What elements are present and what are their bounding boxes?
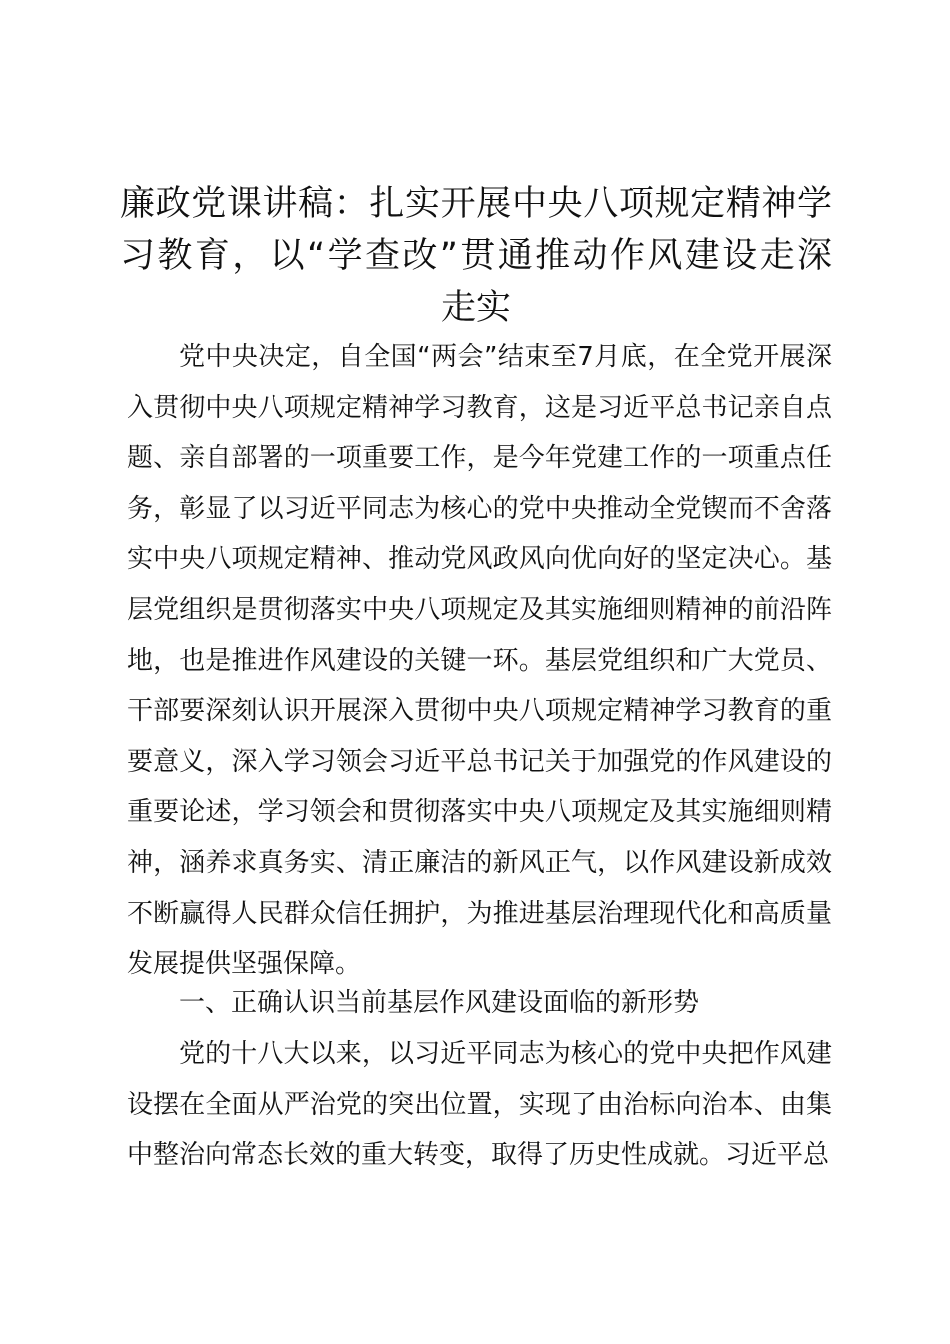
section-heading: 一、正确认识当前基层作风建设面临的新形势	[179, 988, 700, 1018]
body-paragraph-after-heading: 党的十八大以来，以习近平同志为核心的党中央把作风建设摆在全面从严治党的突出位置，实现了由治标向治本、由集中整治向常态长效的重大转变，取得了历史性成就。习近平总	[127, 1039, 832, 1171]
body-paragraph: 党中央决定，自全国“两会”结束至7月底，在全党开展深入贯彻中央八项规定精神学习教育，这是习近平总书记亲自点题、亲自部署的一项重要工作，是今年党建工作的一项重点任务，彰显了以习近平同志为核心的党中央推动全党锲而不舍落实中央八项规定精神、推动党风政风向优向好的坚定决心。基层党组织是贯彻落实中央八项规定及其实施细则精神的前沿阵地，也是推进作风建设的关键一环。基层党组织和广大党员、干部要深刻认识开展深入贯彻中央八项规定精神学习教育的重要意义，深入学习领会习近平总书记关于加强党的作风建设的重要论述，学习领会和贯彻落实中央八项规定及其实施细则精神，涵养求真务实、清正廉洁的新风正气，以作风建设新成效不断赢得人民群众信任拥护，为推进基层治理现代化和高质量发展提供坚强保障。	[127, 342, 832, 980]
title-tail: 走实	[440, 288, 511, 328]
title-main: 廉政党课讲稿：扎实开展中央八项规定精神学习教育，以“学查改”贯通推动作风建设走深	[120, 184, 832, 276]
document-title	[120, 178, 832, 334]
